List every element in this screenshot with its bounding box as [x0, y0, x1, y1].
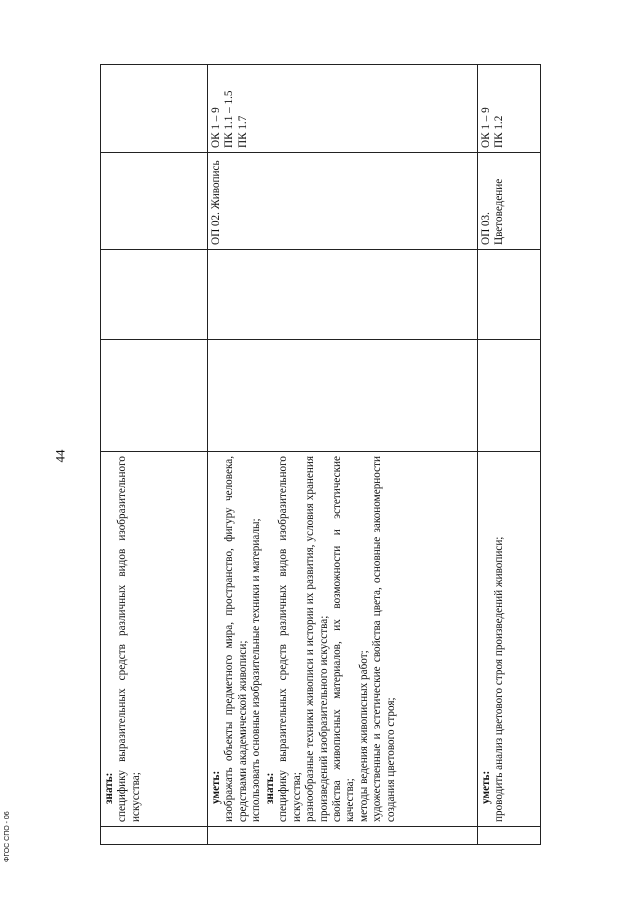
table-row — [478, 65, 541, 845]
requirement-line: изображать объекты предметного мира, пространство, фигуру человека, средствами академической живописи; — [223, 456, 249, 822]
requirement-line: разнообразные техники живописи и истории их развития, условия хранения произведений изобразительного искусства; — [304, 456, 330, 822]
empty-cell — [208, 250, 478, 340]
requirements-cell — [208, 452, 478, 827]
requirement-line: художественные и эстетические свойства цвета, основные закономерности создания цветового строя; — [371, 456, 397, 822]
competency-code: ОК 1 – 9 — [210, 107, 222, 148]
know-header: знать: — [103, 772, 115, 804]
requirement-line: методы ведения живописных работ; — [357, 650, 370, 822]
know-header: знать: — [263, 772, 276, 804]
requirement-line: свойства живописных материалов, их возможности и эстетические качества; — [330, 456, 357, 822]
index-cell — [478, 827, 541, 845]
index-cell — [101, 827, 208, 845]
empty-cell — [101, 340, 208, 452]
table-row — [208, 65, 478, 845]
competency-code: ПК 1.2 — [493, 115, 506, 148]
standards-table-rotated — [100, 65, 540, 845]
footer-code: ФГОС СПО - 06 — [4, 811, 11, 862]
discipline-cell — [101, 153, 208, 250]
requirement-line: проводить анализ цветового строя произведений живописи; — [493, 536, 506, 822]
competency-code: ПК 1.1 – 1.5 — [223, 90, 236, 148]
requirement-line: специфику выразительных средств различных видов изобразительного искусства; — [116, 456, 142, 822]
empty-cell — [101, 250, 208, 340]
requirements-cell — [101, 452, 208, 827]
standards-table — [100, 64, 541, 845]
empty-cell — [478, 340, 541, 452]
discipline-cell — [208, 153, 478, 250]
competency-code: ОК 1 – 9 — [480, 107, 492, 148]
index-cell — [208, 827, 478, 845]
empty-cell — [478, 250, 541, 340]
requirement-line: использовать основные изобразительные техники и материалы; — [250, 518, 263, 822]
competencies-cell — [101, 65, 208, 153]
discipline-name: ОП 02. Живопись — [210, 160, 222, 245]
table-row — [101, 65, 208, 845]
page-number: 44 — [52, 449, 68, 463]
discipline-name: ОП 03. Цветоведение — [480, 178, 506, 245]
competencies-cell — [478, 65, 541, 153]
can-header: уметь: — [210, 770, 222, 804]
requirement-line: специфику выразительных средств различных видов изобразительного искусства; — [277, 456, 303, 822]
competency-code: ПК 1.7 — [236, 115, 249, 148]
can-header: уметь: — [480, 770, 492, 804]
competencies-cell — [208, 65, 478, 153]
discipline-cell — [478, 153, 541, 250]
requirements-cell — [478, 452, 541, 827]
empty-cell — [208, 340, 478, 452]
